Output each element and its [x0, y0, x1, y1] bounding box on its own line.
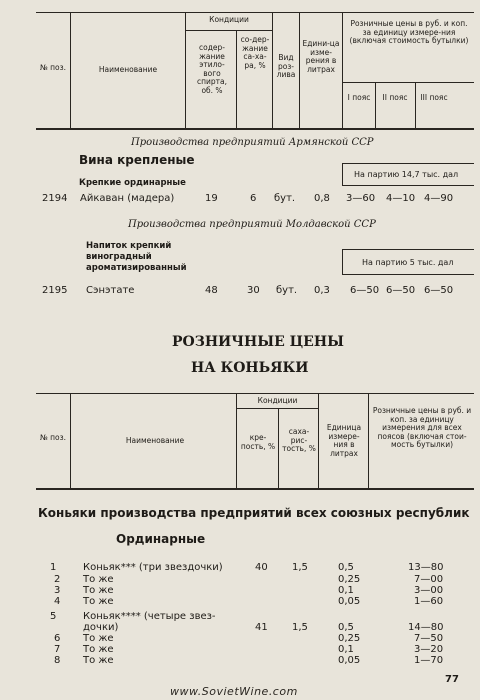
row-strength: 40: [255, 562, 268, 573]
row-price: 7—00: [414, 574, 444, 585]
t2-header-name: Наименование: [125, 436, 185, 445]
row-no: 3: [54, 585, 61, 596]
producer-moldova: Производства предприятий Молдавской ССР: [128, 219, 376, 230]
row-2195-alcohol: 48: [205, 285, 218, 296]
t1-header-no: № поз.: [39, 63, 67, 72]
row-2194-zone2: 4—10: [386, 193, 416, 204]
row-unit: 0,25: [338, 574, 361, 585]
t2-header-strength: кре-пость, %: [240, 433, 276, 451]
row-no: 4: [54, 596, 61, 607]
t2-header-no: № поз.: [39, 433, 67, 442]
row-name: То же: [83, 644, 114, 655]
watermark-url: www.SovietWine.com: [170, 685, 298, 698]
row-no: 7: [54, 644, 61, 655]
row-2195-no: 2195: [42, 285, 68, 296]
batch-armenia: На партию 14,7 тыс. дал: [354, 170, 459, 179]
row-no: 6: [54, 633, 61, 644]
row-2195-sugar: 30: [247, 285, 260, 296]
row-no: 1: [50, 562, 57, 573]
row-unit: 0,1: [338, 585, 354, 596]
row-2194-unit: 0,8: [314, 193, 330, 204]
drink-name-line2: виноградный: [86, 252, 152, 262]
t1-header-unit: Едини-ца изме-рения в литрах: [302, 39, 340, 74]
row-price: 13—80: [408, 562, 444, 573]
row-unit: 0,5: [338, 622, 354, 633]
row-unit: 0,5: [338, 562, 354, 573]
row-sugar: 1,5: [292, 622, 308, 633]
row-price: 14—80: [408, 622, 444, 633]
row-name: То же: [83, 655, 114, 666]
row-price: 3—20: [414, 644, 444, 655]
t1-header-prices: Розничные цены в руб. и коп. за единицу измере-ния (включая стоимость бутылки): [349, 19, 469, 45]
t2-header-unit: Единица измере-ния в литрах: [326, 423, 362, 458]
t1-header-conditions: Кондиции: [209, 15, 249, 24]
row-name: То же: [83, 574, 114, 585]
row-unit: 0,05: [338, 596, 361, 607]
row-name: Коньяк**** (четыре звез-: [83, 611, 216, 622]
row-unit: 0,05: [338, 655, 361, 666]
row-price: 1—60: [414, 596, 444, 607]
row-name: То же: [83, 596, 114, 607]
subcategory-strong: Крепкие ординарные: [79, 178, 186, 188]
row-strength: 41: [255, 622, 268, 633]
row-2195-unit: 0,3: [314, 285, 330, 296]
row-2195-zone1: 6—50: [350, 285, 380, 296]
row-2194-zone3: 4—90: [424, 193, 454, 204]
t1-header-zone2: II пояс: [382, 93, 408, 102]
row-no: 8: [54, 655, 61, 666]
row-2194-sugar: 6: [250, 193, 257, 204]
row-name: Коньяк*** (три звездочки): [83, 562, 223, 573]
t1-header-sugar: со-дер-жание са-ха-ра, %: [240, 35, 270, 70]
t2-header-prices: Розничные цены в руб. и коп. за единицу измерения для всех поясов (включая стои-мость бутылки): [372, 406, 472, 449]
t1-header-pack: Вид роз-лива: [276, 53, 296, 79]
page-number: 77: [445, 674, 459, 685]
producer-armenia: Производства предприятий Армянской ССР: [131, 137, 374, 148]
row-name: То же: [83, 585, 114, 596]
t1-header-zone1: I пояс: [347, 93, 371, 102]
batch-moldova: На партию 5 тыс. дал: [362, 258, 454, 267]
row-2194-name: Айкаван (мадера): [80, 193, 175, 204]
t2-header-sugar: саха-рис-тость, %: [282, 427, 316, 453]
row-name-continued: дочки): [83, 622, 119, 633]
row-2194-alcohol: 19: [205, 193, 218, 204]
row-unit: 0,1: [338, 644, 354, 655]
row-name: То же: [83, 633, 114, 644]
row-2195-zone2: 6—50: [386, 285, 416, 296]
t1-header-name: Наименование: [98, 65, 158, 74]
category-fortified-wines: Вина крепленые: [79, 153, 195, 167]
row-price: 1—70: [414, 655, 444, 666]
row-price: 3—00: [414, 585, 444, 596]
cognac-section-title: Коньяки производства предприятий всех союзных республик: [38, 506, 470, 520]
row-no: 5: [50, 611, 57, 622]
drink-name-line1: Напиток крепкий: [86, 241, 172, 251]
row-2194-zone1: 3—60: [346, 193, 376, 204]
row-sugar: 1,5: [292, 562, 308, 573]
row-2194-no: 2194: [42, 193, 68, 204]
row-no: 2: [54, 574, 61, 585]
heading-line1: РОЗНИЧНЫЕ ЦЕНЫ: [172, 334, 344, 350]
row-price: 7—50: [414, 633, 444, 644]
row-unit: 0,25: [338, 633, 361, 644]
t2-header-conditions: Кондиции: [257, 396, 298, 405]
row-2195-pack: бут.: [276, 285, 298, 296]
heading-line2: НА КОНЬЯКИ: [191, 360, 309, 376]
subcategory-ordinary: Ординарные: [116, 532, 206, 546]
drink-name-line3: ароматизированный: [86, 263, 187, 273]
t1-header-alcohol: содер-жание этило-вого спирта, об. %: [196, 43, 227, 95]
row-2194-pack: бут.: [274, 193, 296, 204]
row-2195-name: Сэнэтате: [86, 285, 135, 296]
row-2195-zone3: 6—50: [424, 285, 454, 296]
t1-header-zone3: III пояс: [420, 93, 448, 102]
